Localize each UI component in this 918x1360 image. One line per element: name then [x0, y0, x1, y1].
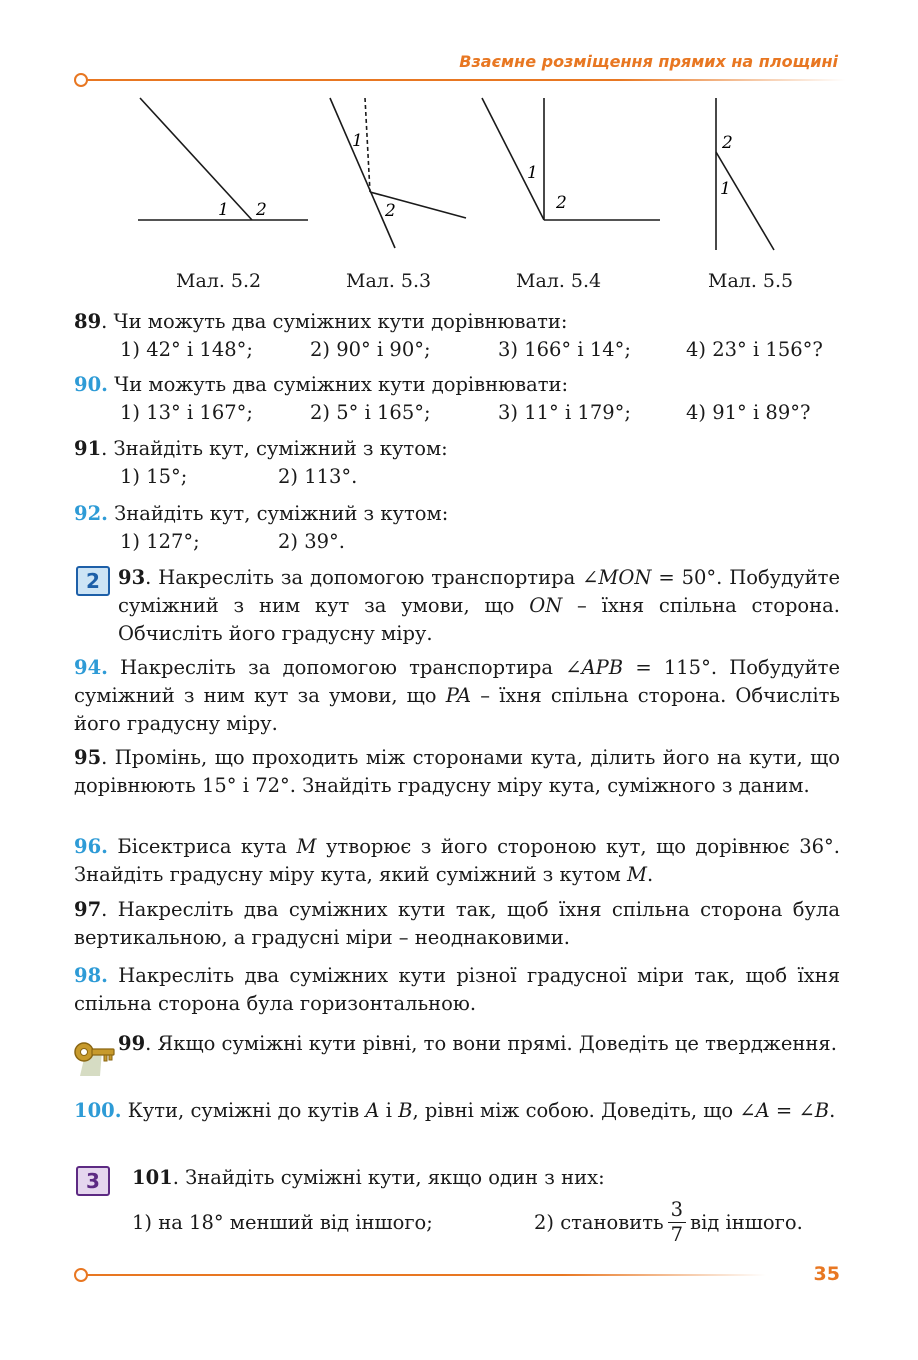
option: 2) 5° і 165°; [310, 401, 431, 424]
figure-5-4 [482, 98, 660, 220]
exercise-94 [74, 654, 840, 738]
exercise-92 [74, 500, 840, 556]
exercise-number: 89 [74, 310, 102, 333]
key-icon [72, 1030, 118, 1076]
option: від іншого. [690, 1210, 803, 1234]
exercise-number: 90. [74, 373, 108, 396]
exercise-100 [74, 1097, 840, 1125]
level-3-badge: 3 [76, 1166, 110, 1196]
exercise-90 [74, 371, 840, 427]
figures-area [0, 90, 918, 260]
option: 2) 113°. [278, 465, 358, 488]
options-row [132, 1198, 840, 1247]
exercise-number: 101 [132, 1166, 173, 1189]
exercise-99 [118, 1030, 840, 1058]
exercise-text: Накресліть за допомогою транспортира [107, 656, 566, 679]
exercise-text: . Накресліть два суміжних кути так, щоб їхня спільна сторона була вертикальною, а градусні міри – неоднаковими. [74, 898, 840, 949]
option: 2) становить [534, 1210, 664, 1234]
fig3-ray [482, 98, 544, 220]
caption-5-4: Мал. 5.4 [516, 270, 602, 292]
exercise-89 [74, 308, 840, 364]
var-b: B [398, 1099, 413, 1122]
exercise-95 [74, 744, 840, 800]
exercise-number: 98. [74, 964, 108, 987]
exercise-text: = 115°. Побудуйте суміжний з ним кут за умови, що [74, 656, 840, 707]
option: 1) 42° і 148°; [120, 338, 253, 361]
option: 1) 127°; [120, 530, 200, 553]
fig1-angle-1: 1 [218, 200, 229, 220]
fig2-line [330, 98, 395, 248]
options-row [74, 336, 840, 364]
figure-5-3 [330, 98, 466, 248]
exercise-text: – їхня спільна сторона. Обчисліть його градусну міру. [74, 684, 840, 735]
exercise-97 [74, 896, 840, 952]
fig3-angle-1: 1 [527, 163, 538, 183]
options-row [74, 528, 840, 556]
exercise-number: 94. [74, 656, 108, 679]
exercise-number: 100. [74, 1099, 122, 1122]
option: 2) 90° і 90°; [310, 338, 431, 361]
fraction-denominator: 7 [670, 1223, 684, 1246]
footer-rule [86, 1274, 766, 1276]
exercise-text: Чи можуть два суміжних кути дорівнювати: [107, 373, 569, 396]
caption-5-3: Мал. 5.3 [346, 270, 432, 292]
var-a: A [365, 1099, 380, 1122]
option: 1) на 18° менший від іншого; [132, 1210, 433, 1234]
option: 3) 11° і 179°; [498, 401, 631, 424]
exercise-text: і [379, 1099, 399, 1122]
exercise-number: 96. [74, 835, 108, 858]
angle-mon: ∠MON [582, 566, 652, 589]
exercise-text: – їхня спільна сторона. Обчисліть його градусну міру. [118, 594, 840, 645]
fig2-dashed [365, 98, 370, 192]
running-header: Взаємне розміщення прямих на площині [459, 52, 838, 71]
fig2-angle-2: 2 [385, 201, 396, 221]
figure-5-5 [716, 98, 774, 250]
exercise-text: . Промінь, що проходить між сторонами кута, ділить його на кути, що дорівнюють 15° і 72°. Знайдіть градусну міру кута, суміжного з даним. [74, 746, 840, 797]
exercise-text: . Якщо суміжні кути рівні, то вони прямі. Доведіть це твердження. [145, 1032, 837, 1055]
page-number: 35 [813, 1263, 840, 1285]
angle-apb: ∠APB [565, 656, 624, 679]
exercise-text: Знайдіть кут, суміжний з кутом: [107, 502, 449, 525]
exercise-text: . Знайдіть суміжні кути, якщо один з них: [172, 1166, 605, 1189]
var-m: M [296, 835, 317, 858]
fraction-numerator: 3 [668, 1198, 686, 1223]
option: 4) 91° і 89°? [686, 401, 811, 424]
fig2-angle-1: 1 [352, 131, 363, 151]
option: 1) 15°; [120, 465, 188, 488]
header-rule [86, 79, 846, 81]
exercise-text: . [647, 863, 654, 886]
exercise-text: . [829, 1099, 836, 1122]
fig3-angle-2: 2 [556, 193, 567, 213]
side-pa: PA [445, 684, 472, 707]
exercise-text: Накресліть два суміжних кути різної градусної міри так, щоб їхня спільна сторона була горизонтальною. [74, 964, 840, 1015]
exercise-number: 97 [74, 898, 102, 921]
exercise-number: 99 [118, 1032, 146, 1055]
options-row [74, 463, 840, 491]
options-row [74, 399, 840, 427]
exercise-101 [132, 1164, 840, 1247]
exercise-text: . Чи можуть два суміжних кути дорівнювати: [101, 310, 568, 333]
exercise-text: , рівні між собою. Доведіть, що [412, 1099, 740, 1122]
fig4-angle-1: 1 [720, 179, 731, 199]
option: 2) 39°. [278, 530, 345, 553]
option: 4) 23° і 156°? [686, 338, 823, 361]
fig1-angle-2: 2 [256, 200, 267, 220]
exercise-text: Кути, суміжні до кутів [121, 1099, 366, 1122]
exercise-number: 93 [118, 566, 146, 589]
exercise-96 [74, 833, 840, 889]
exercise-91 [74, 435, 840, 491]
exercise-number: 91 [74, 437, 102, 460]
var-m: M [627, 863, 648, 886]
fraction [668, 1198, 686, 1247]
exercise-98 [74, 962, 840, 1018]
caption-5-2: Мал. 5.2 [176, 270, 262, 292]
exercise-text: = 50°. Побудуйте суміжний з ним кут за умови, що [118, 566, 840, 617]
angle-equality: ∠A = ∠B [739, 1099, 830, 1122]
option: 1) 13° і 167°; [120, 401, 253, 424]
level-2-badge: 2 [76, 566, 110, 596]
exercise-text: Бісектриса кута [107, 835, 297, 858]
fig4-angle-2: 2 [722, 133, 733, 153]
caption-5-5: Мал. 5.5 [708, 270, 794, 292]
fig1-ray [140, 98, 252, 220]
exercise-text: . Накресліть за допомогою транспортира [145, 566, 583, 589]
side-on: ON [529, 594, 563, 617]
exercise-text: утворює з його стороною кут, що дорівнює 36°. Знайдіть градусну міру кута, який суміжний з кутом [74, 835, 841, 886]
exercise-number: 92. [74, 502, 108, 525]
exercise-93 [118, 564, 840, 648]
fig4-ray [716, 152, 774, 250]
option: 3) 166° і 14°; [498, 338, 631, 361]
exercise-number: 95 [74, 746, 102, 769]
exercise-text: . Знайдіть кут, суміжний з кутом: [101, 437, 448, 460]
